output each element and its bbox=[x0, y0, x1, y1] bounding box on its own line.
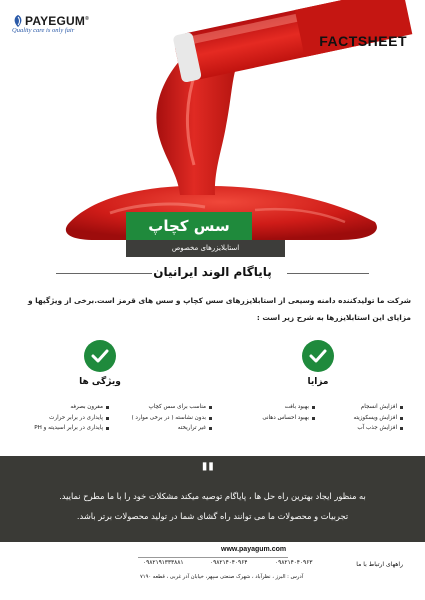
intro-paragraph: شرکت ما تولیدکننده دامنه وسیعی از استابلایزرهای سس کچاپ و سس های قرمز است.برخی از ویژگیها و مزایای این استابلایزرها به شرح زیر است : bbox=[28, 296, 411, 322]
advantages-list-left bbox=[262, 402, 315, 423]
phone-number[interactable]: ۰۹۸۲۱۹۱۳۳۳۸۸۱ bbox=[143, 560, 184, 566]
features-list-right bbox=[131, 402, 212, 434]
list-item: پایداری در برابر حرارت bbox=[34, 413, 109, 424]
list-item: مقرون بصرفه bbox=[34, 402, 109, 413]
features-title: ویژگی ها bbox=[79, 377, 121, 387]
list-item: افزایش ویسکوزیته bbox=[353, 413, 403, 424]
features-list-left bbox=[34, 402, 109, 434]
quote-text bbox=[10, 486, 415, 526]
quote-line-2: تجربیات و محصولات ما می توانند راه گشای شما در تولید محصولات برتر باشد. bbox=[76, 511, 349, 521]
quote-line-1: به منظور ایجاد بهترین راه حل ها ، پایاگام توصیه میکند مشکلات خود را با ما مطرح نمایید. bbox=[59, 491, 366, 501]
advantages-list-right bbox=[353, 402, 403, 434]
address-text: آدرس : البرز ، نظرآباد ، شهرک صنعتی سپهر، خیابان آذر غربی ، قطعه ۷۱۹۰ bbox=[140, 574, 304, 580]
list-item: افزایش انسجام bbox=[353, 402, 403, 413]
list-item: بدون نشاسته ( در برخی موارد ) bbox=[131, 413, 212, 424]
footer-divider bbox=[138, 557, 288, 558]
list-item: مناسب برای سس کچاپ bbox=[131, 402, 212, 413]
contact-label: راههای ارتباط با ما bbox=[356, 561, 403, 568]
advantages-check-icon bbox=[302, 340, 334, 372]
list-item: بهبود بافت bbox=[262, 402, 315, 413]
list-item: بهبود احساس دهانی bbox=[262, 413, 315, 424]
quote-mark-icon: " bbox=[200, 457, 216, 492]
phone-number[interactable]: ۰۹۸۲۱۴۰۴۰۹۶۳ bbox=[275, 560, 313, 566]
logo-text: PAYEGUM® bbox=[25, 14, 89, 28]
logo-leaf-icon bbox=[12, 14, 24, 28]
product-subtitle: استابلایزرهای مخصوص bbox=[126, 240, 285, 257]
factsheet-label: FACTSHEET bbox=[319, 33, 407, 49]
features-check-icon bbox=[84, 340, 116, 372]
list-item: غیر تراریخته bbox=[131, 423, 212, 434]
list-item: افزایش جذب آب bbox=[353, 423, 403, 434]
company-heading: پایاگام الوند ایرانیان bbox=[153, 265, 272, 279]
product-title: سس کچاپ bbox=[126, 212, 252, 240]
list-item: پایداری در برابر اسیدیته و PH bbox=[34, 423, 109, 434]
website-link[interactable]: www.payagum.com bbox=[221, 546, 287, 553]
phone-number[interactable]: ۰۹۸۲۱۴۰۴۰۹۶۴ bbox=[210, 560, 248, 566]
brand-tagline: Quality care is only fair bbox=[12, 27, 75, 34]
advantages-title: مزایا bbox=[307, 377, 329, 387]
